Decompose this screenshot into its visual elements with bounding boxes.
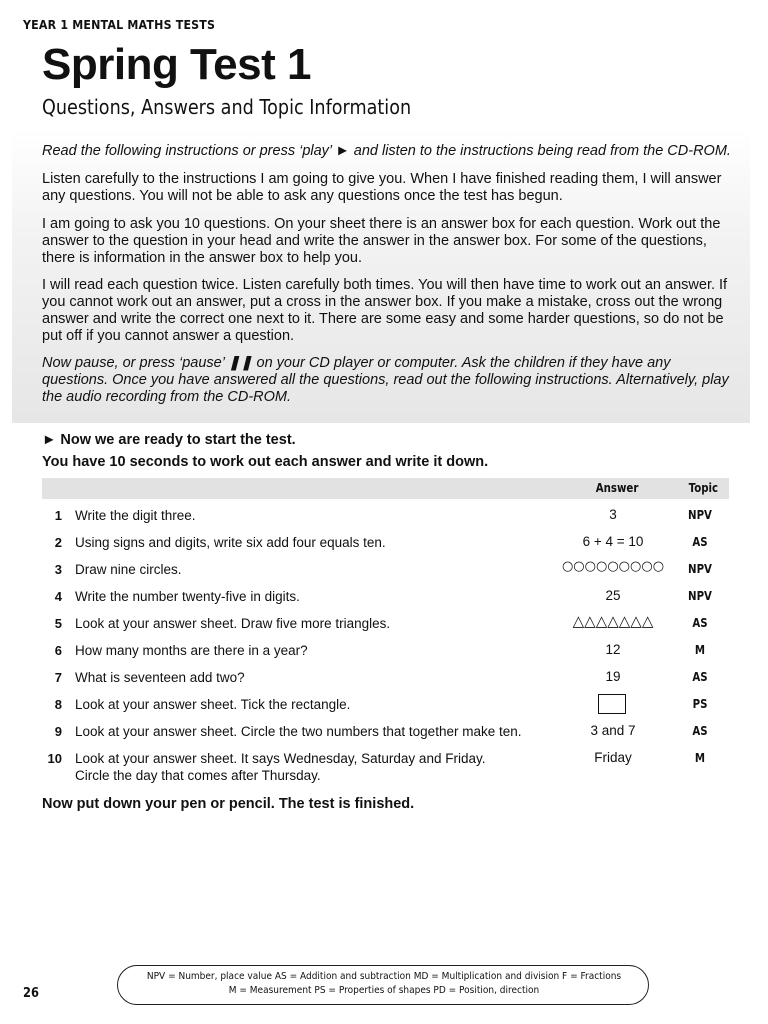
answer-value: 6 + 4 = 10	[582, 534, 644, 549]
question-text: Look at your answer sheet. Draw five more triangles.	[75, 616, 391, 631]
question-text: Write the number twenty-five in digits.	[75, 589, 300, 604]
topic-key	[117, 965, 649, 1005]
question-number: 10	[47, 751, 62, 766]
instruction-questions: I am going to ask you 10 questions. On your sheet there is an answer box for each question. Work out the answer to the question in your head and write the answer in the answer box. For some of the questions, there is information in the answer box to help you.	[42, 216, 721, 266]
answer-value: 12	[605, 642, 621, 657]
series-header: YEAR 1 MENTAL MATHS TESTS	[23, 18, 216, 32]
topic-code: NPV	[688, 562, 712, 576]
question-text: What is seventeen add two?	[75, 670, 245, 685]
topic-code: M	[694, 643, 706, 657]
answer-value: Friday	[594, 750, 632, 765]
question-number: 9	[54, 724, 62, 739]
question-text-continued: Circle the day that comes after Thursday.	[75, 768, 321, 783]
answer-value: 19	[605, 669, 621, 684]
instruction-twice: I will read each question twice. Listen carefully both times. You will then have time to work out an answer. If you cannot work out an answer, put a cross in the answer box. If you make a mistake, cross out the wrong answer and write the correct one next to it. There are some easy and some harder questions, so do not be put off if you cannot answer a question.	[42, 277, 728, 344]
instruction-play: Read the following instructions or press ‘play’ ► and listen to the instructions being read from the CD-ROM.	[42, 143, 731, 159]
answer-column-header: Answer	[595, 481, 639, 495]
page-subtitle: Questions, Answers and Topic Information	[42, 95, 412, 119]
question-text: Using signs and digits, write six add four equals ten.	[75, 535, 386, 550]
answer-value: 25	[605, 588, 621, 603]
question-number: 2	[54, 535, 62, 550]
triangles-answer: △△△△△△△	[572, 612, 654, 630]
instruction-listen: Listen carefully to the instructions I am going to give you. When I have finished reading them, I will answer any questions. You will not be able to ask any questions once the test has begun.	[42, 171, 722, 204]
finish-line: Now put down your pen or pencil. The test is finished.	[42, 796, 415, 812]
question-number: 6	[54, 643, 62, 658]
topic-key-line-1: NPV = Number, place value AS = Addition and subtraction MD = Multiplication and division F = Fractions	[146, 971, 622, 982]
topic-code: PS	[692, 697, 708, 711]
time-line: You have 10 seconds to work out each answer and write it down.	[42, 454, 489, 470]
topic-code: AS	[692, 724, 708, 738]
page-number: 26	[23, 986, 39, 1001]
topic-key-line-2: M = Measurement PS = Properties of shapes PD = Position, direction	[228, 985, 540, 996]
question-text: Write the digit three.	[75, 508, 196, 523]
answer-value: 3 and 7	[590, 723, 636, 738]
rectangle-answer-shape	[598, 694, 626, 714]
topic-code: AS	[692, 616, 708, 630]
instruction-pause: Now pause, or press ‘pause’ ❚❚ on your CD player or computer. Ask the children if they have any questions. Once you have answered all the questions, read out the following instructions. Alternatively, play the audio recording from the CD-ROM.	[42, 355, 729, 405]
question-text: How many months are there in a year?	[75, 643, 308, 658]
question-number: 1	[54, 508, 62, 523]
topic-code: M	[694, 751, 706, 765]
topic-code: NPV	[688, 589, 712, 603]
question-text: Draw nine circles.	[75, 562, 182, 577]
question-number: 8	[54, 697, 62, 712]
page-title: Spring Test 1	[42, 40, 311, 89]
topic-code: AS	[692, 535, 708, 549]
question-text: Look at your answer sheet. Tick the rectangle.	[75, 697, 351, 712]
question-text: Look at your answer sheet. It says Wednesday, Saturday and Friday.	[75, 751, 486, 766]
topic-code: NPV	[688, 508, 712, 522]
topic-column-header: Topic	[688, 481, 719, 495]
question-number: 5	[54, 616, 62, 631]
answer-value: 3	[609, 507, 617, 522]
topic-code: AS	[692, 670, 708, 684]
nine-circles-answer: ○○○○○○○○○	[561, 559, 665, 574]
question-number: 7	[54, 670, 62, 685]
ready-line: ► Now we are ready to start the test.	[42, 432, 296, 448]
question-number: 4	[54, 589, 62, 604]
question-number: 3	[54, 562, 62, 577]
question-text: Look at your answer sheet. Circle the two numbers that together make ten.	[75, 724, 522, 739]
